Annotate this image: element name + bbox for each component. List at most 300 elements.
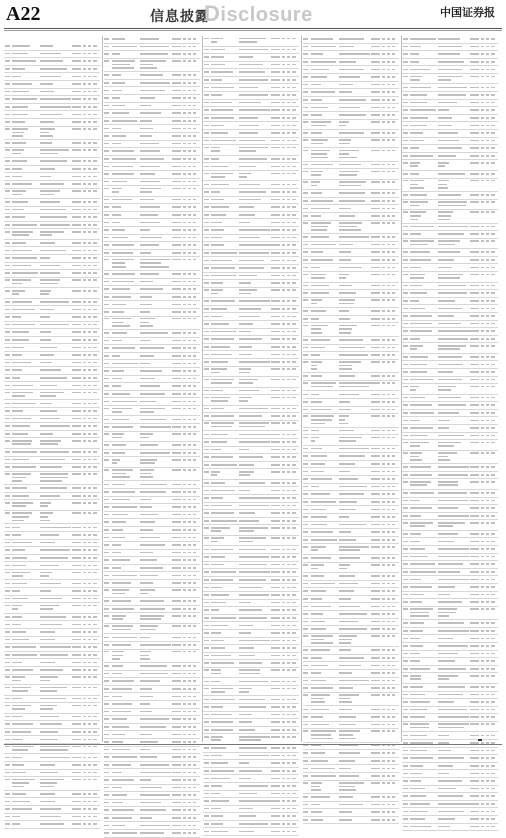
table-cell (211, 699, 235, 701)
table-cell (403, 46, 408, 48)
table-cell (239, 549, 266, 551)
table-row (402, 635, 498, 643)
table-cell (287, 422, 290, 424)
table-cell (311, 590, 326, 592)
table-cell (5, 224, 10, 226)
table-cell (392, 716, 396, 718)
table-cell (112, 794, 128, 796)
table-cell (40, 534, 59, 536)
table-cell (339, 226, 358, 228)
table-cell (339, 132, 365, 134)
table-cell (5, 362, 10, 364)
table-cell (140, 618, 161, 620)
table-cell (140, 625, 159, 627)
table-row (303, 308, 399, 316)
table-cell (311, 557, 331, 559)
table-cell (392, 575, 396, 577)
table-cell (188, 244, 191, 246)
table-cell (83, 654, 86, 656)
table-cell (211, 300, 235, 302)
table-cell (112, 181, 128, 183)
table-cell (112, 158, 136, 160)
table-cell (392, 61, 396, 63)
table-cell (382, 448, 385, 450)
table-cell (12, 590, 20, 592)
table-cell (470, 315, 479, 317)
table-cell (392, 493, 396, 495)
table-cell (193, 173, 197, 175)
table-cell (93, 76, 97, 78)
table-cell (339, 524, 366, 526)
table-cell (438, 701, 453, 703)
table-row (303, 476, 399, 484)
table-row (402, 520, 498, 531)
table-cell (491, 653, 495, 655)
table-row (303, 169, 399, 180)
table-cell (371, 46, 380, 48)
table-cell (392, 745, 396, 747)
table-cell (481, 201, 484, 203)
table-cell (72, 716, 81, 718)
table-cell (438, 818, 454, 820)
table-cell (392, 46, 396, 48)
table-cell (211, 229, 224, 231)
table-cell (392, 811, 396, 813)
table-row (402, 801, 498, 809)
table-cell (183, 53, 186, 55)
table-cell (271, 71, 280, 73)
table-cell (470, 533, 479, 535)
table-cell (382, 259, 385, 261)
table-cell (112, 469, 134, 471)
table-row (402, 433, 498, 441)
table-cell (172, 363, 181, 365)
table-cell (172, 794, 181, 796)
table-cell (5, 669, 10, 671)
table-cell (172, 582, 181, 584)
table-cell (204, 505, 209, 507)
table-cell (491, 818, 495, 820)
table-cell (438, 826, 450, 828)
table-cell (382, 716, 385, 718)
table-cell (282, 300, 285, 302)
table-cell (491, 571, 495, 573)
table-cell (239, 382, 252, 384)
table-row (303, 74, 399, 82)
table-cell (188, 82, 191, 84)
table-cell (403, 412, 408, 414)
table-cell (382, 724, 385, 726)
table-cell (93, 723, 97, 725)
table-cell (311, 150, 330, 152)
table-cell (204, 316, 209, 318)
table-cell (438, 668, 466, 670)
table-cell (371, 409, 380, 411)
table-cell (387, 99, 390, 101)
table-cell (12, 183, 32, 185)
table-cell (403, 675, 408, 677)
table-cell (140, 38, 160, 40)
table-cell (72, 385, 81, 387)
table-cell (193, 521, 197, 523)
table-cell (93, 698, 97, 700)
table-cell (72, 746, 81, 748)
table-row (203, 367, 299, 378)
table-cell (104, 363, 109, 365)
table-cell (271, 808, 280, 810)
table-cell (491, 308, 495, 310)
table-cell (239, 793, 256, 795)
table-cell (382, 613, 385, 615)
table-cell (410, 522, 433, 524)
table-cell (40, 347, 57, 349)
table-cell (339, 786, 355, 788)
table-cell (5, 425, 10, 427)
table-cell (88, 106, 91, 108)
table-cell (211, 762, 228, 764)
table-cell (188, 166, 191, 168)
table-cell (486, 442, 489, 444)
table-row (203, 235, 299, 243)
table-cell (311, 53, 323, 55)
table-cell (211, 71, 233, 73)
table-cell (410, 386, 419, 388)
table-cell (438, 541, 453, 543)
table-cell (387, 215, 390, 217)
table-cell (392, 564, 396, 566)
table-cell (239, 729, 255, 731)
table-row (203, 712, 299, 720)
table-cell (239, 150, 256, 152)
table-cell (5, 646, 10, 648)
table-cell (93, 425, 97, 427)
table-cell (193, 433, 197, 435)
table-cell (12, 816, 20, 818)
table-row (303, 529, 399, 537)
table-cell (93, 190, 97, 192)
table-cell (183, 74, 186, 76)
table-cell (211, 706, 223, 708)
table-cell (83, 816, 86, 818)
table-cell (83, 433, 86, 435)
table-cell (410, 701, 430, 703)
table-row (203, 806, 299, 814)
table-cell (112, 734, 125, 736)
table-cell (193, 537, 197, 539)
table-cell (5, 385, 10, 387)
table-cell (72, 739, 81, 741)
table-cell (172, 444, 181, 446)
table-cell (239, 191, 266, 193)
table-cell (311, 121, 331, 123)
table-cell (239, 308, 261, 310)
table-row (303, 399, 399, 407)
table-cell (239, 338, 262, 340)
table-row (402, 732, 498, 740)
table-cell (193, 214, 197, 216)
table-cell (470, 811, 479, 813)
table-cell (303, 139, 308, 141)
table-cell (140, 593, 148, 595)
table-cell (188, 237, 191, 239)
table-cell (83, 473, 86, 475)
table-cell (5, 534, 10, 536)
table-cell (188, 444, 191, 446)
table-cell (410, 345, 422, 347)
table-cell (211, 617, 235, 619)
table-cell (12, 128, 28, 130)
table-cell (93, 160, 97, 162)
table-cell (93, 502, 97, 504)
table-cell (93, 676, 97, 678)
table-row (104, 457, 200, 468)
table-row (4, 580, 100, 588)
table-cell (410, 140, 424, 142)
table-cell (371, 628, 380, 630)
table-cell (211, 38, 222, 40)
table-row (203, 336, 299, 344)
table-cell (204, 625, 209, 627)
table-cell (93, 549, 97, 551)
table-cell (204, 579, 209, 581)
table-cell (339, 409, 351, 411)
table-cell (193, 393, 197, 395)
table-cell (172, 764, 181, 766)
table-cell (282, 38, 285, 40)
table-cell (311, 174, 321, 176)
table-row (4, 777, 100, 791)
table-cell (83, 565, 86, 567)
table-cell (371, 811, 380, 813)
table-cell (188, 128, 191, 130)
table-cell (387, 672, 390, 674)
table-cell (211, 94, 222, 96)
table-cell (303, 430, 308, 432)
table-cell (112, 191, 119, 193)
table-row (203, 678, 299, 686)
table-cell (172, 82, 181, 84)
table-cell (204, 793, 209, 795)
table-cell (140, 135, 152, 137)
table-cell (271, 579, 280, 581)
table-cell (303, 564, 308, 566)
table-cell (339, 303, 354, 305)
table-cell (403, 515, 408, 517)
column-separator (301, 36, 302, 742)
table-cell (188, 665, 191, 667)
table-cell (12, 687, 31, 689)
table-cell (410, 594, 424, 596)
table-cell (392, 208, 396, 210)
table-cell (12, 250, 32, 252)
table-cell (282, 587, 285, 589)
table-cell (112, 143, 122, 145)
table-cell (339, 804, 363, 806)
table-cell (183, 787, 186, 789)
table-cell (491, 155, 495, 157)
table-cell (112, 433, 124, 435)
table-cell (112, 726, 129, 728)
table-cell (5, 316, 10, 318)
table-row (104, 72, 200, 80)
table-cell (93, 362, 97, 364)
table-cell (486, 162, 489, 164)
table-cell (438, 484, 457, 486)
table-cell (470, 571, 479, 573)
table-cell (193, 567, 197, 569)
table-row (4, 390, 100, 401)
table-cell (339, 415, 349, 417)
table-cell (303, 121, 308, 123)
table-cell (403, 315, 408, 317)
table-cell (172, 273, 181, 275)
table-cell (481, 379, 484, 381)
table-cell (5, 631, 10, 633)
table-cell (470, 87, 479, 89)
table-cell (470, 76, 479, 78)
table-cell (382, 796, 385, 798)
table-cell (72, 676, 81, 678)
table-cell (239, 490, 250, 492)
table-row (303, 190, 399, 198)
table-row (4, 104, 100, 112)
table-cell (470, 515, 479, 517)
table-cell (83, 669, 86, 671)
table-cell (83, 739, 86, 741)
table-row (402, 153, 498, 161)
table-cell (72, 250, 81, 252)
table-cell (211, 669, 221, 671)
table-cell (271, 464, 280, 466)
table-cell (188, 363, 191, 365)
table-cell (303, 775, 308, 777)
table-cell (491, 645, 495, 647)
table-cell (140, 188, 161, 190)
table-row (402, 673, 498, 684)
table-cell (188, 787, 191, 789)
table-cell (403, 571, 408, 573)
table-cell (112, 559, 131, 561)
table-cell (72, 616, 81, 618)
table-cell (83, 339, 86, 341)
table-cell (311, 244, 337, 246)
table-cell (287, 64, 290, 66)
table-cell (140, 629, 156, 631)
table-cell (371, 657, 380, 659)
table-cell (5, 473, 10, 475)
table-cell (211, 512, 234, 514)
table-cell (410, 165, 418, 167)
table-cell (239, 56, 252, 58)
table-row (402, 793, 498, 801)
table-cell (403, 474, 408, 476)
table-cell (403, 723, 408, 725)
table-cell (292, 617, 296, 619)
table-cell (403, 668, 408, 670)
table-row (203, 313, 299, 321)
table-cell (104, 673, 109, 675)
table-row (303, 264, 399, 272)
table-cell (339, 734, 353, 736)
table-cell (183, 825, 186, 827)
table-cell (438, 608, 457, 610)
table-row (303, 765, 399, 773)
table-cell (140, 832, 165, 834)
table-cell (438, 274, 463, 276)
table-cell (93, 128, 97, 130)
table-cell (88, 801, 91, 803)
table-cell (193, 60, 197, 62)
table-cell (271, 338, 280, 340)
table-cell (112, 266, 127, 268)
table-cell (188, 188, 191, 190)
table-cell (204, 422, 209, 424)
table-cell (486, 292, 489, 294)
table-cell (112, 473, 127, 475)
table-row (4, 322, 100, 330)
table-cell (271, 252, 280, 254)
table-cell (5, 339, 10, 341)
table-cell (72, 801, 81, 803)
table-cell (88, 495, 91, 497)
table-cell (311, 775, 336, 777)
table-cell (93, 168, 97, 170)
table-cell (104, 802, 109, 804)
table-cell (438, 716, 469, 718)
table-cell (112, 575, 137, 577)
table-cell (392, 665, 396, 667)
table-cell (140, 281, 154, 283)
table-cell (172, 222, 181, 224)
table-row (104, 580, 200, 588)
table-cell (211, 625, 227, 627)
table-cell (438, 46, 461, 48)
table-cell (112, 385, 122, 387)
table-cell (40, 331, 51, 333)
table-cell (204, 456, 209, 458)
table-cell (303, 716, 308, 718)
table-cell (339, 557, 360, 559)
table-row (303, 670, 399, 678)
table-cell (12, 91, 29, 93)
table-cell (410, 251, 430, 253)
table-cell (438, 723, 468, 725)
table-cell (382, 267, 385, 269)
table-row (402, 569, 498, 577)
table-cell (387, 796, 390, 798)
table-cell (311, 760, 328, 762)
table-row (203, 813, 299, 821)
table-cell (172, 188, 181, 190)
table-cell (470, 466, 479, 468)
table-cell (188, 459, 191, 461)
table-cell (204, 214, 209, 216)
table-row (104, 701, 200, 709)
table-cell (183, 529, 186, 531)
table-cell (491, 412, 495, 414)
table-row (203, 197, 299, 205)
table-cell (292, 800, 296, 802)
table-cell (239, 184, 260, 186)
table-cell (382, 635, 385, 637)
table-cell (140, 473, 151, 475)
table-cell (491, 701, 495, 703)
table-cell (183, 355, 186, 357)
table-cell (83, 425, 86, 427)
table-cell (83, 598, 86, 600)
table-cell (438, 675, 458, 677)
table-cell (204, 222, 209, 224)
